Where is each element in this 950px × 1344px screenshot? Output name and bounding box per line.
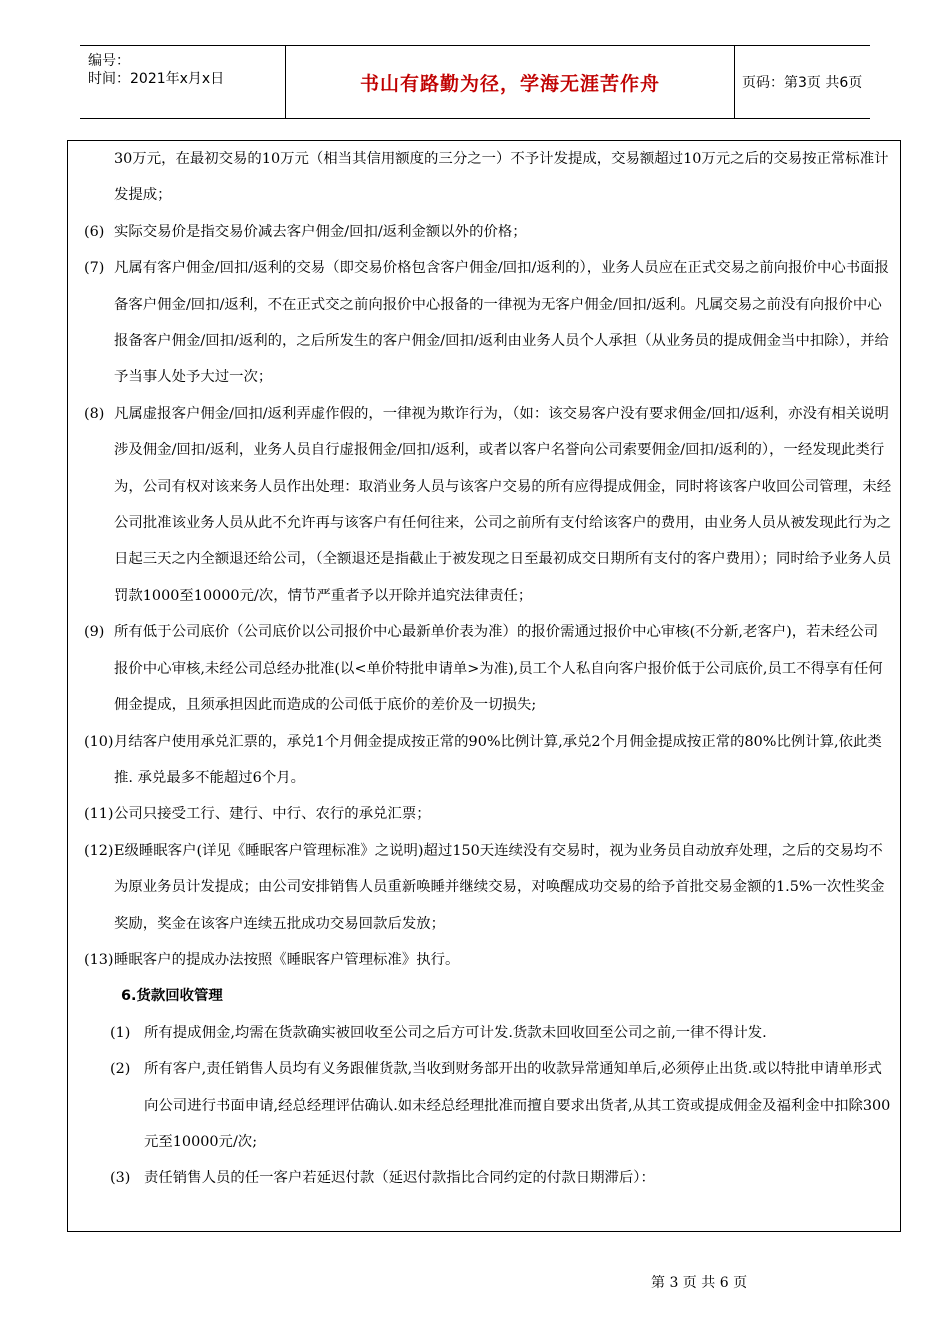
content-box: [67, 140, 901, 1232]
sub-list-item: [84, 1015, 892, 1051]
item-text: 凡属虚报客户佣金/回扣/返利弄虚作假的，一律视为欺诈行为，（如：该交易客户没有要求佣金/回扣/返利，亦没有相关说明涉及佣金/回扣/返利，业务人员自行虚报佣金/回扣/返利，或者以客户名誉向公司索要佣金/回扣/返利的），一经发现此类行为，公司有权对该来务人员作出处理：取消业务人员与该客户交易的所有应得提成佣金，同时将该客户收回公司管理，未经公司批准该业务人员从此不允许再与该客户有任何往来，公司之前所有支付给该客户的费用，由业务人员从被发现此行为之日起三天之内全额退还给公司，（全额退还是指截止于被发现之日至最初成交日期所有支付的客户费用）；同时给予业务人员罚款1000至10000元/次，情节严重者予以开除并追究法律责任；: [114, 405, 892, 604]
list-item: [84, 396, 892, 614]
section-title: 6.货款回收管理: [121, 988, 223, 1005]
sub-item-number: (2): [110, 1061, 131, 1078]
continuation-paragraph: 30万元，在最初交易的10万元（相当其信用额度的三分之一）不予计发提成，交易额超过10万元之后的交易按正常标准计发提成；: [114, 151, 889, 204]
doc-time-label: 时间：2021年x月x日: [88, 71, 225, 87]
item-number: (7): [84, 260, 105, 277]
item-number: (13): [84, 951, 114, 968]
doc-code-label: 编号：: [88, 53, 130, 69]
header-meta-cell: [80, 46, 285, 118]
sub-item-text: 所有提成佣金,均需在货款确实被回收至公司之后方可计发.货款未回收回至公司之前,一律不得计发.: [144, 1024, 767, 1041]
item-number: (8): [84, 405, 105, 422]
item-text: 所有低于公司底价（公司底价以公司报价中心最新单价表为准）的报价需通过报价中心审核(不分新,老客户)，若未经公司报价中心审核,未经公司总经办批准(以<单价特批申请单>为准),员工个人私自向客户报价低于公司底价,员工不得享有任何佣金提成，且须承担因此而造成的公司低于底价的差价及一切损失;: [114, 624, 883, 714]
item-number: (10): [84, 733, 114, 750]
sub-item-number: (3): [110, 1170, 131, 1187]
list-item: [84, 214, 892, 250]
list-item: [84, 942, 892, 978]
sub-item-text: 所有客户,责任销售人员均有义务跟催货款,当收到财务部开出的收款异常通知单后,必须停止出货.或以特批申请单形式向公司进行书面申请,经总经理评估确认.如未经总经理批准而擅自要求出货者,从其工资或提成佣金及福利金中扣除300元至10000元/次;: [144, 1061, 891, 1150]
page-header: [80, 45, 870, 119]
header-motto-cell: [285, 46, 735, 118]
item-text: 凡属有客户佣金/回扣/返利的交易（即交易价格包含客户佣金/回扣/返利的），业务人员应在正式交易之前向报价中心书面报备客户佣金/回扣/返利，不在正式交之前向报价中心报备的一律视为无客户佣金/回扣/返利。凡属交易之前没有向报价中心报备客户佣金/回扣/返利的，之后所发生的客户佣金/回扣/返利由业务人员个人承担（从业务员的提成佣金当中扣除），并给予当事人处予大过一次；: [114, 260, 889, 386]
header-motto: 书山有路勤为径，学海无涯苦作舟: [359, 72, 660, 95]
sub-item-text: 责任销售人员的任一客户若延迟付款（延迟付款指比合同约定的付款日期滞后）：: [144, 1170, 655, 1187]
item-text: 公司只接受工行、建行、中行、农行的承兑汇票；: [114, 806, 431, 823]
list-item: [84, 614, 892, 723]
sub-list-item: [84, 1051, 892, 1160]
item-number: (11): [84, 806, 114, 823]
item-number: (12): [84, 842, 114, 859]
item-number: (6): [84, 223, 105, 240]
page-footer: 第 3 页 共 6 页: [651, 1275, 748, 1291]
item-text: E级睡眠客户(详见《睡眠客户管理标准》之说明)超过150天连续没有交易时，视为业务员自动放弃处理，之后的交易均不为原业务员计发提成；由公司安排销售人员重新唤睡并继续交易，对唤醒成功交易的给予首批交易金额的1.5%一次性奖金奖励，奖金在该客户连续五批成功交易回款后发放；: [114, 842, 885, 932]
list-item: [84, 724, 892, 797]
content-text: [84, 141, 892, 1197]
item-text: 实际交易价是指交易价减去客户佣金/回扣/返利金额以外的价格；: [114, 223, 527, 240]
item-text: 月结客户使用承兑汇票的，承兑1个月佣金提成按正常的90%比例计算,承兑2个月佣金提成按正常的80%比例计算,依此类推. 承兑最多不能超过6个月。: [114, 733, 882, 786]
item-text: 睡眠客户的提成办法按照《睡眠客户管理标准》执行。: [114, 951, 460, 968]
sub-item-number: (1): [110, 1024, 131, 1041]
list-item: [84, 833, 892, 942]
header-page-info: 页码：第3页 共6页: [742, 75, 863, 91]
sub-list-item: [84, 1160, 892, 1196]
list-item: [84, 796, 892, 832]
list-item: [84, 250, 892, 396]
header-page-cell: [734, 46, 870, 118]
item-number: (9): [84, 624, 105, 641]
